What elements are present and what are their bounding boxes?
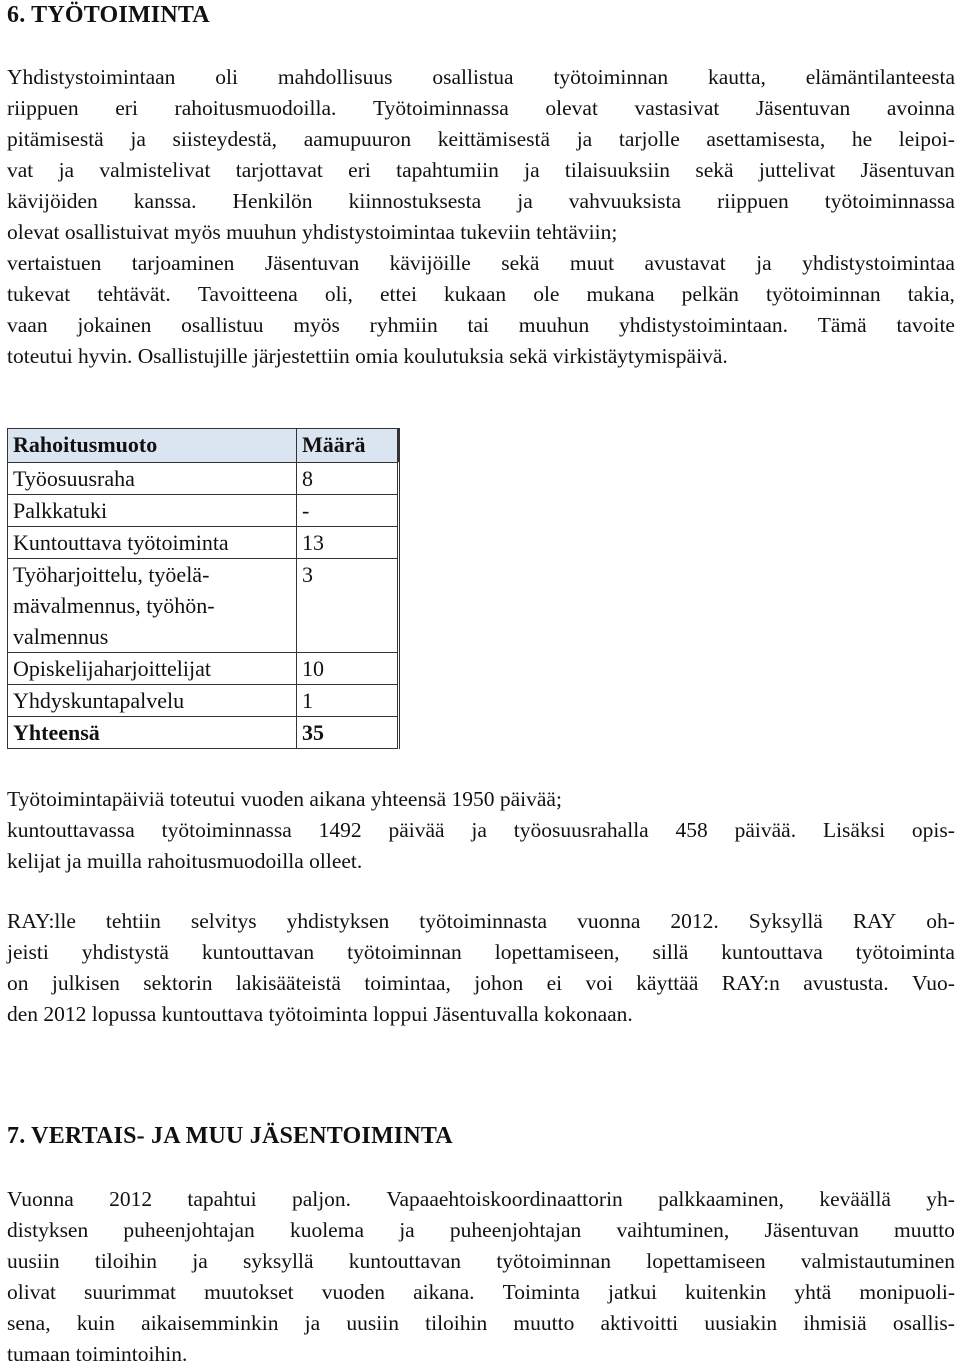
total-label-cell: Yhteensä — [8, 717, 297, 749]
text-line: Yhdistystoimintaan oli mahdollisuus osallistua työtoiminnan kautta, elämäntilanteesta — [7, 65, 955, 89]
text-line: den 2012 lopussa kuntouttava työtoiminta loppui Jäsentuvalla kokonaan. — [7, 1002, 633, 1026]
amount-cell: 3 — [297, 559, 399, 653]
section-6-heading: 6. TYÖTOIMINTA — [7, 2, 210, 28]
section-7-paragraph — [7, 1184, 955, 1370]
amount-cell: 1 — [297, 685, 399, 717]
header-amount-cell: Määrä — [297, 429, 399, 463]
text-line: sena, kuin aikaisemminkin ja uusiin tiloihin muutto aktivoitti uusiakin ihmisiä osallis- — [7, 1311, 955, 1335]
table-header-row — [8, 429, 399, 463]
text-line: vertaistuen tarjoaminen Jäsentuvan kävijöille sekä muut avustavat ja yhdistystoimintaa — [7, 251, 955, 275]
table-row — [8, 463, 399, 495]
amount-cell: 8 — [297, 463, 399, 495]
text-line: kuntouttavassa työtoiminnassa 1492 päivää ja työosuusrahalla 458 päivää. Lisäksi opis- — [7, 818, 955, 842]
text-line: uusiin tiloihin ja syksyllä kuntouttavan työtoiminnan lopettamiseen valmistautuminen — [7, 1249, 955, 1273]
text-line: vaan jokainen osallistuu myös ryhmiin tai muuhun yhdistystoimintaan. Tämä tavoite — [7, 313, 955, 337]
total-amount-cell: 35 — [297, 717, 399, 749]
text-line: vat ja valmistelivat tarjottavat eri tapahtumiin ja tilaisuuksiin sekä juttelivat Jäsentuvan — [7, 158, 955, 182]
text-line: olevat osallistuivat myös muuhun yhdistystoimintaa tukeviin tehtäviin; — [7, 220, 618, 244]
text-line: jeisti yhdistystä kuntouttavan työtoiminnan lopettamiseen, sillä kuntouttava työtoiminta — [7, 940, 955, 964]
text-line: riippuen eri rahoitusmuodoilla. Työtoiminnassa olevat vastasivat Jäsentuvan avoinna — [7, 96, 955, 120]
section-7-heading: 7. VERTAIS- JA MUU JÄSENTOIMINTA — [7, 1123, 453, 1149]
type-cell: Kuntouttava työtoiminta — [8, 527, 297, 559]
text-line: tumaan toimintoihin. — [7, 1342, 188, 1366]
type-cell: Työosuusraha — [8, 463, 297, 495]
text-line: Vuonna 2012 tapahtui paljon. Vapaaehtoiskoordinaattorin palkkaaminen, keväällä yh- — [7, 1187, 955, 1211]
table-row — [8, 685, 399, 717]
type-cell-line: Työharjoittelu, työelä- — [13, 562, 210, 587]
text-line: pitämisestä ja siisteydestä, aamupuuron keittämisestä ja tarjolle asettamisesta, he leipoi- — [7, 127, 955, 151]
text-line: RAY:lle tehtiin selvitys yhdistyksen työtoiminnasta vuonna 2012. Syksyllä RAY oh- — [7, 909, 955, 933]
amount-cell: - — [297, 495, 399, 527]
ray-paragraph — [7, 906, 955, 1030]
days-paragraph — [7, 784, 955, 877]
type-cell-line: valmennus — [13, 624, 109, 649]
amount-cell: 13 — [297, 527, 399, 559]
section-6-intro-paragraph — [7, 62, 955, 372]
type-cell: Opiskelijaharjoittelijat — [8, 653, 297, 685]
amount-cell: 10 — [297, 653, 399, 685]
text-line: distyksen puheenjohtajan kuolema ja puheenjohtajan vaihtuminen, Jäsentuvan muutto — [7, 1218, 955, 1242]
header-type-cell: Rahoitusmuoto — [8, 429, 297, 463]
text-line: olivat suurimmat muutokset vuoden aikana. Toiminta jatkui kuitenkin yhtä monipuoli- — [7, 1280, 955, 1304]
type-cell-line: mävalmennus, työhön- — [13, 593, 215, 618]
text-line: tukevat tehtävät. Tavoitteena oli, ettei kukaan ole mukana pelkän työtoiminnan takia, — [7, 282, 955, 306]
text-line: toteutui hyvin. Osallistujille järjestettiin omia koulutuksia sekä virkistäytymispäivä. — [7, 344, 728, 368]
table-total-row — [8, 717, 399, 749]
table-row — [8, 559, 399, 653]
text-line: Työtoimintapäiviä toteutui vuoden aikana yhteensä 1950 päivää; — [7, 787, 562, 811]
text-line: on julkisen sektorin lakisääteistä toimintaa, johon ei voi käyttää RAY:n avustusta. Vuo- — [7, 971, 955, 995]
text-line: kelijat ja muilla rahoitusmuodoilla olleet. — [7, 849, 363, 873]
table-row — [8, 653, 399, 685]
type-cell: Yhdyskuntapalvelu — [8, 685, 297, 717]
type-cell: Palkkatuki — [8, 495, 297, 527]
table-row — [8, 527, 399, 559]
text-line: kävijöiden kanssa. Henkilön kiinnostuksesta ja vahvuuksista riippuen työtoiminnassa — [7, 189, 955, 213]
type-cell — [8, 559, 297, 653]
funding-table — [7, 428, 400, 749]
table-row — [8, 495, 399, 527]
